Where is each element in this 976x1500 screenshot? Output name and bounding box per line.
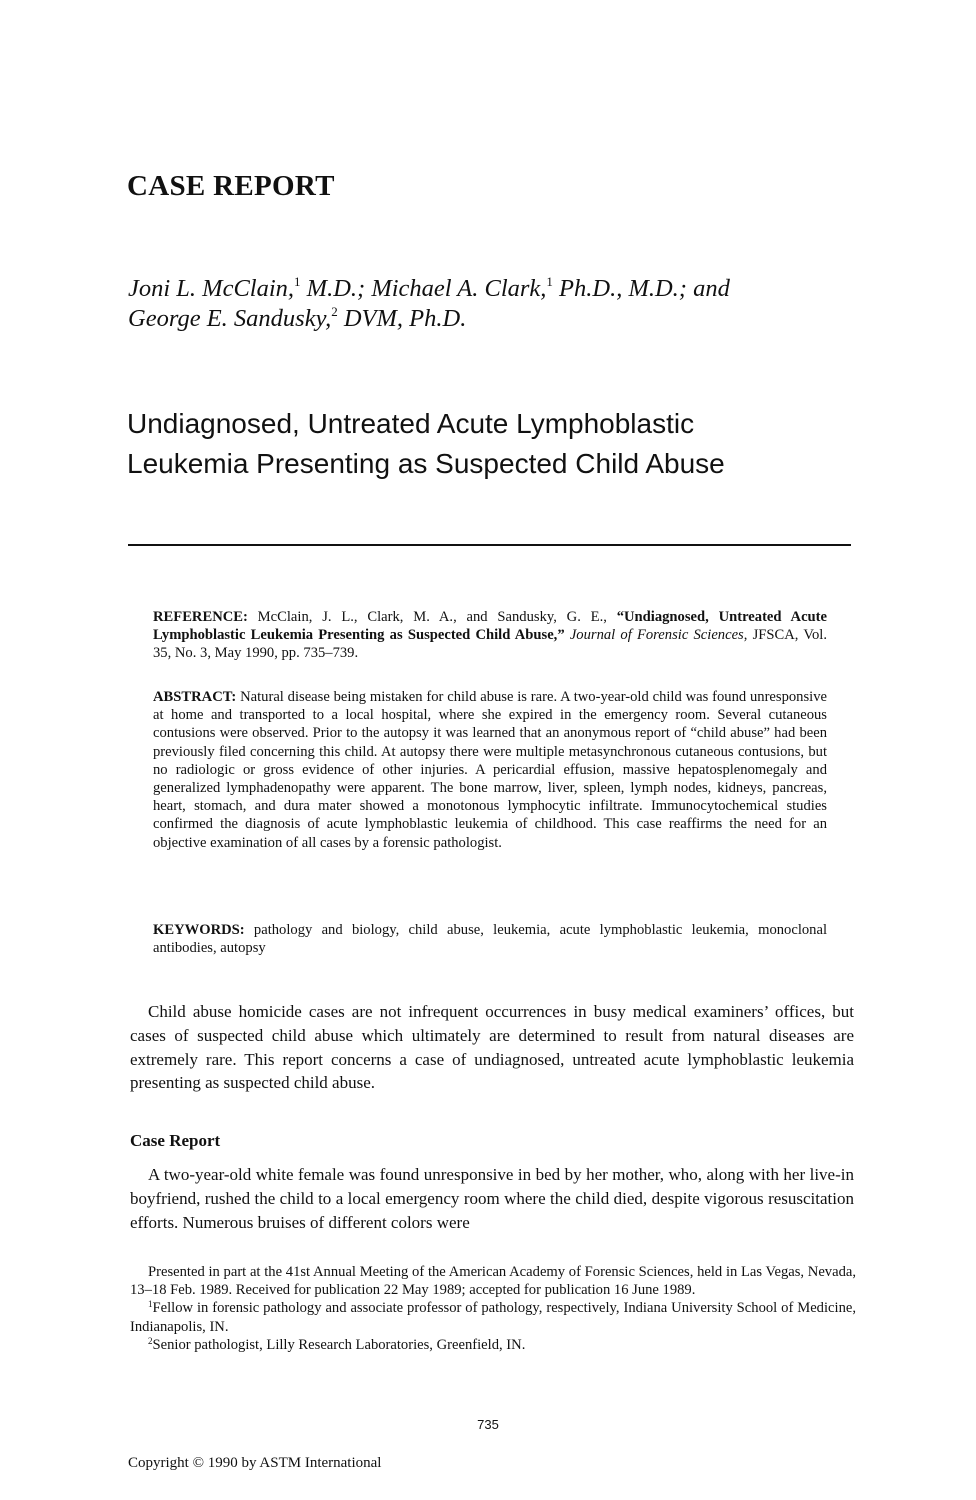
reference-block	[153, 608, 827, 663]
reference-authors: McClain, J. L., Clark, M. A., and Sandusky, G. E.,	[247, 609, 617, 625]
page-number: 735	[477, 1417, 499, 1432]
abstract-text: Natural disease being mistaken for child abuse is rare. A two-year-old child was found unresponsive at home and transported to a local hospital, where she expired in the emergency room. Several cutaneous contusions were observed. Prior to the autopsy it was learned that an anonymous report of “child abuse” had been previously filed concerning this child. At autopsy there were multiple metasynchronous cutaneous contusions, but no radiologic or gross evidence of other injuries. A pericardial effusion, massive hepatosplenomegaly and generalized lymphadenopathy were apparent. The bone marrow, liver, spleen, lymph nodes, kidneys, pancreas, heart, stomach, and dura mater showed a monotonous lymphocytic infiltrate. Immunocytochemical studies confirmed the diagnosis of acute lymphoblastic leukemia of childhood. This case reaffirms the need for an objective examination of all cases by a forensic pathologist.	[153, 689, 827, 851]
case-report-paragraph: A two-year-old white female was found unresponsive in bed by her mother, who, along with her live-in boyfriend, rushed the child to a local emergency room where the child died, despite vigorous resuscitation efforts. Numerous bruises of different colors were	[130, 1165, 854, 1232]
title-divider	[128, 544, 851, 546]
footnote-mark: 1	[148, 1299, 153, 1310]
footnote-presented: Presented in part at the 41st Annual Meeting of the American Academy of Forensic Sciences, held in Las Vegas, Nevada, 13–18 Feb. 1989. Received for publication 22 May 1989; accepted for publication 16 June 1989.	[130, 1264, 856, 1299]
affiliation-mark: 1	[546, 274, 553, 289]
affiliation-mark: 1	[294, 274, 301, 289]
author-name: George E. Sandusky,	[128, 305, 332, 332]
section-label: CASE REPORT	[127, 170, 335, 202]
reference-label: REFERENCE:	[153, 609, 248, 625]
title-line: Leukemia Presenting as Suspected Child Abuse	[127, 448, 725, 479]
intro-paragraph: Child abuse homicide cases are not infrequent occurrences in busy medical examiners’ offices, but cases of suspected child abuse which ultimately are determined to result from natural diseases are extremely rare. This report concerns a case of undiagnosed, untreated acute lymphoblastic leukemia presenting as suspected child abuse.	[130, 1002, 854, 1093]
affiliation-mark: 2	[331, 304, 338, 319]
author-name: Joni L. McClain,	[128, 275, 295, 302]
author-name: Michael A. Clark,	[371, 275, 547, 302]
keywords-label: KEYWORDS:	[153, 922, 245, 938]
keywords-text: pathology and biology, child abuse, leukemia, acute lymphoblastic leukemia, monoclonal antibodies, autopsy	[153, 922, 827, 957]
footnote-1	[130, 1299, 856, 1335]
title-line: Undiagnosed, Untreated Acute Lymphoblastic	[127, 408, 695, 439]
footnote-mark: 2	[148, 1335, 153, 1346]
copyright-notice: Copyright © 1990 by ASTM International	[128, 1455, 382, 1471]
abstract-block	[153, 688, 827, 852]
footnote-text: Fellow in forensic pathology and associate professor of pathology, respectively, Indiana University School of Medicine, Indianapolis, IN.	[130, 1300, 856, 1335]
case-report-heading: Case Report	[130, 1131, 221, 1150]
footnote-text: Senior pathologist, Lilly Research Laboratories, Greenfield, IN.	[152, 1336, 526, 1353]
author-list	[128, 274, 868, 334]
reference-details: , JFSCA, Vol. 35, No. 3, May 1990, pp. 735–739.	[153, 627, 827, 662]
footnotes	[130, 1263, 856, 1354]
author-degree: Ph.D., M.D.; and	[552, 275, 730, 302]
reference-journal: Journal of Forensic Sciences	[564, 627, 744, 644]
abstract-label: ABSTRACT:	[153, 689, 237, 705]
author-degree: DVM, Ph.D.	[337, 305, 467, 332]
article-title	[127, 404, 867, 484]
reference-article-title: “Undiagnosed, Untreated Acute Lymphoblastic Leukemia Presenting as Suspected Child Abuse,”	[153, 609, 827, 644]
author-degree: M.D.;	[300, 275, 372, 302]
keywords-block	[153, 921, 827, 957]
footnote-2	[130, 1336, 856, 1354]
